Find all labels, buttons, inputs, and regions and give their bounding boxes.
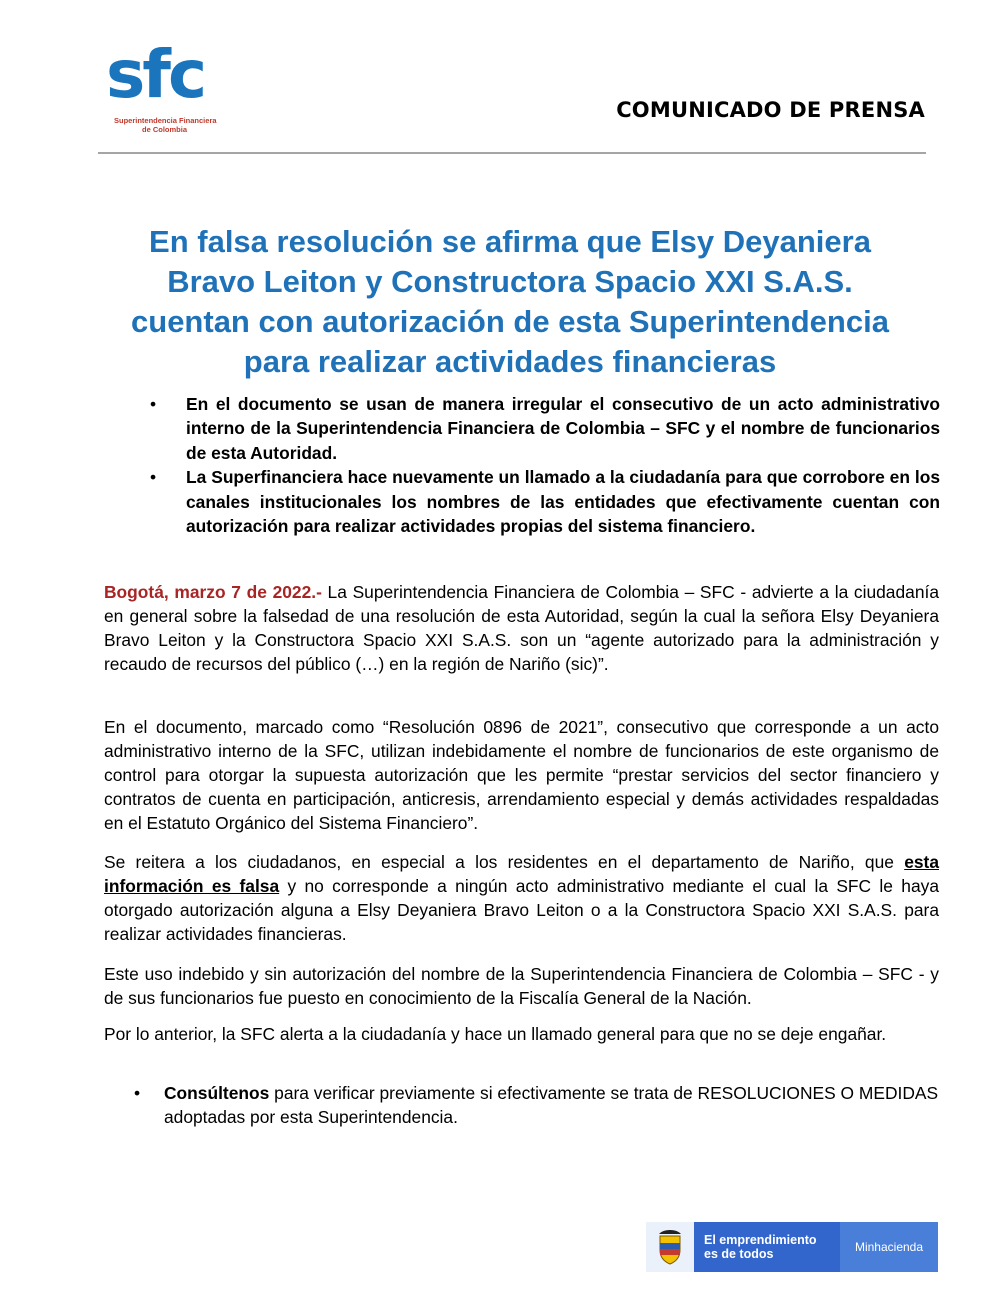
highlight-text: En el documento se usan de manera irregular el consecutivo de un acto administrativo interno de la Superintendencia Financiera de Colombia – SFC y el nombre de funcionarios de esta Autoridad. xyxy=(186,394,940,463)
paragraph-text: La Superintendencia Financiera de Colombia – SFC - advierte a la ciudadanía en general sobre la falsedad de una resolución de esta Autoridad, según la cual la señora Elsy Deyaniera Bravo Leiton y la Constructora Spacio XXI S.A.S. son un “agente autorizado para la administración y recaudo de recursos del público (…) en la región de Nariño (sic)”. xyxy=(104,582,939,674)
slogan-line: El emprendimiento xyxy=(704,1233,817,1247)
body-paragraph-5 xyxy=(104,1022,939,1046)
bullet-icon: • xyxy=(150,394,157,414)
paragraph-text: Este uso indebido y sin autorización del nombre de la Superintendencia Financiera de Colombia – SFC - y de sus funcionarios fue puesto en conocimiento de la Fiscalía General de la Nación. xyxy=(104,964,939,1008)
body-paragraph-3 xyxy=(104,850,939,946)
highlights-list xyxy=(150,392,940,538)
closing-item xyxy=(134,1081,940,1129)
logo-subtitle: Superintendencia Financiera xyxy=(114,116,217,125)
body-paragraph-4 xyxy=(104,962,939,1010)
paragraph-text: Por lo anterior, la SFC alerta a la ciudadanía y hace un llamado general para que no se deje engañar. xyxy=(104,1024,887,1044)
sfc-logo xyxy=(106,36,228,138)
slogan xyxy=(694,1222,840,1272)
headline-line: para realizar actividades financieras xyxy=(243,344,777,379)
paragraph-text: y no corresponde a ningún acto administrativo mediante el cual la SFC le haya otorgado autorización alguna a Elsy Deyaniera Bravo Leiton o a la Constructora Spacio XXI S.A.S. para realizar actividades financieras. xyxy=(104,876,939,944)
bullet-icon: • xyxy=(134,1083,141,1103)
bullet-icon: • xyxy=(150,467,157,488)
logo-wordmark: sfc xyxy=(106,36,205,113)
logo-subtitle-2: de Colombia xyxy=(142,125,188,134)
body-paragraph-1 xyxy=(104,580,939,676)
closing-text: para verificar previamente si efectivamente se trata de RESOLUCIONES O MEDIDAS adoptadas por esta Superintendencia. xyxy=(164,1083,939,1127)
paragraph-text: En el documento, marcado como “Resolución 0896 de 2021”, consecutivo que corresponde a un acto administrativo interno de la SFC, utilizan indebidamente el nombre de funcionarios de este organismo de control para otorgar la supuesta autorización que les permite “prestar servicios del sector financiero y contratos de cuenta en participación, anticresis, arrendamiento especial y demás actividades respaldadas en el Estatuto Orgánico del Sistema Financiero”. xyxy=(104,717,939,833)
headline xyxy=(90,222,930,382)
slogan-line: es de todos xyxy=(704,1247,774,1261)
press-release-label: COMUNICADO DE PRENSA xyxy=(616,98,925,122)
headline-line: cuentan con autorización de esta Superintendencia xyxy=(131,304,889,339)
highlight-item xyxy=(150,465,940,538)
closing-list xyxy=(134,1081,940,1129)
coat-of-arms-icon xyxy=(646,1222,694,1272)
headline-line: Bravo Leiton y Constructora Spacio XXI S.A.S. xyxy=(167,264,853,299)
highlight-item xyxy=(150,392,940,465)
body-paragraph-2 xyxy=(104,715,939,835)
government-footer-banner xyxy=(646,1222,938,1272)
consult-text: Consúltenos xyxy=(164,1083,270,1103)
headline-line: En falsa resolución se afirma que Elsy Deyaniera xyxy=(149,224,871,259)
highlight-text: La Superfinanciera hace nuevamente un llamado a la ciudadanía para que corrobore en los canales institucionales los nombres de las entidades que efectivamente cuentan con autorización para realizar actividades propias del sistema financiero. xyxy=(186,467,940,537)
header-divider xyxy=(98,152,926,154)
paragraph-text: Se reitera a los ciudadanos, en especial a los residentes en el departamento de Nariño, que xyxy=(104,852,905,872)
dateline: Bogotá, marzo 7 de 2022.- xyxy=(104,582,322,602)
ministry-name: Minhacienda xyxy=(840,1222,938,1272)
emphasis-text: esta información es falsa xyxy=(104,852,939,896)
